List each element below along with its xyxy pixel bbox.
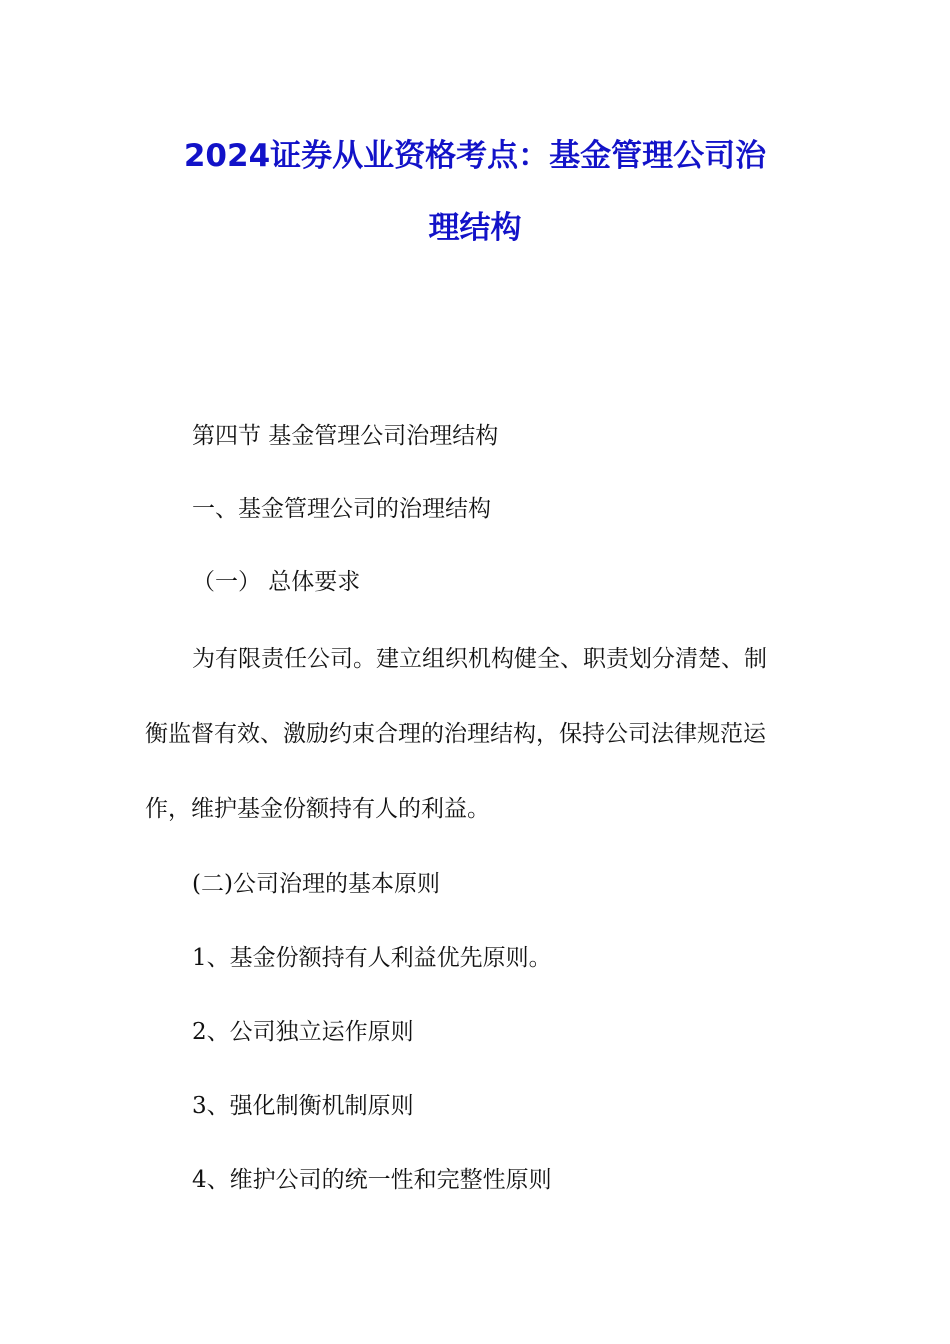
principle-item: 4、维护公司的统一性和完整性原则 <box>192 1167 552 1193</box>
paragraph-line: 衡监督有效、激励约束合理的治理结构，保持公司法律规范运 <box>145 721 766 747</box>
paragraph-line: 作，维护基金份额持有人的利益。 <box>145 796 490 822</box>
section-heading: 第四节 基金管理公司治理结构 <box>192 423 499 449</box>
document-title-line-1: 2024证券从业资格考点：基金管理公司治 <box>183 138 767 174</box>
document-title-line-2: 理结构 <box>428 210 522 246</box>
subheading-basic-principles: (二)公司治理的基本原则 <box>192 871 440 897</box>
subheading-governance-structure: 一、基金管理公司的治理结构 <box>192 496 491 522</box>
principle-item: 1、基金份额持有人利益优先原则。 <box>192 945 552 971</box>
principle-item: 2、公司独立运作原则 <box>192 1019 414 1045</box>
subheading-general-requirements: （一） 总体要求 <box>192 569 361 595</box>
paragraph-line: 为有限责任公司。建立组织机构健全、职责划分清楚、制 <box>192 646 767 672</box>
principle-item: 3、强化制衡机制原则 <box>192 1093 414 1119</box>
